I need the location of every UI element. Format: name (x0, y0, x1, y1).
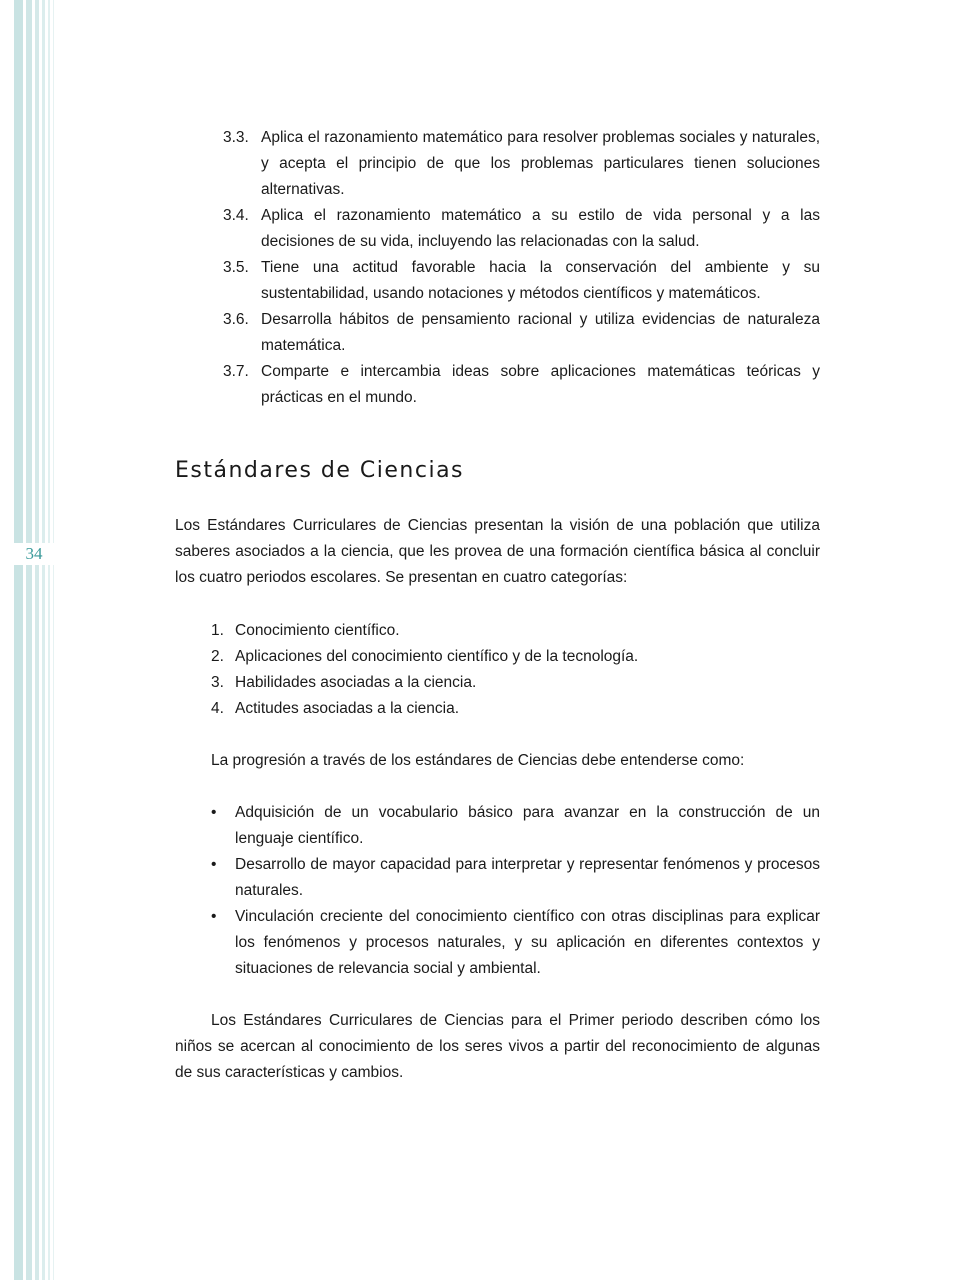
item-text: Desarrolla hábitos de pensamiento racional y utiliza evidencias de naturaleza matemática. (261, 311, 820, 354)
bullet-icon: • (211, 856, 217, 873)
list-item (223, 125, 820, 203)
list-item (211, 670, 820, 696)
item-number: 3.5. (223, 259, 249, 276)
lead-paragraph: La progresión a través de los estándares de Ciencias debe entenderse como: (211, 752, 745, 769)
item-text: Aplica el razonamiento matemático a su estilo de vida personal y a las decisiones de su vida, incluyendo las relacionadas con la salud. (261, 207, 820, 250)
margin-stripes (0, 0, 60, 1280)
item-number: 4. (211, 700, 224, 717)
item-text: Comparte e intercambia ideas sobre aplicaciones matemáticas teóricas y prácticas en el mundo. (261, 363, 820, 406)
item-text: Desarrollo de mayor capacidad para interpretar y representar fenómenos y procesos naturales. (235, 856, 820, 899)
list-item (211, 904, 820, 982)
list-item (211, 800, 820, 852)
list-item (211, 696, 820, 722)
item-number: 2. (211, 648, 224, 665)
sub-item-list (175, 125, 820, 411)
item-number: 3.7. (223, 363, 249, 380)
section-title: Estándares de Ciencias (175, 458, 465, 483)
progression-list (211, 800, 820, 982)
list-item (223, 255, 820, 307)
item-number: 3.6. (223, 311, 249, 328)
item-text: Aplicaciones del conocimiento científico y de la tecnología. (235, 648, 639, 665)
bullet-icon: • (211, 908, 217, 925)
page-content (175, 125, 820, 1081)
closing-paragraph: Los Estándares Curriculares de Ciencias para el Primer periodo describen cómo los niños se acercan al conocimiento de los seres vivos a partir del reconocimiento de algunas de sus características y cambios. (175, 1012, 820, 1081)
list-item (211, 644, 820, 670)
list-item (211, 852, 820, 904)
list-item (223, 203, 820, 255)
item-text: Conocimiento científico. (235, 622, 400, 639)
item-text: Tiene una actitud favorable hacia la conservación del ambiente y su sustentabilidad, usando notaciones y métodos científicos y matemáticos. (261, 259, 820, 302)
item-number: 3.4. (223, 207, 249, 224)
bullet-icon: • (211, 804, 217, 821)
list-item (223, 359, 820, 411)
item-number: 3. (211, 674, 224, 691)
category-list (211, 618, 820, 722)
item-text: Actitudes asociadas a la ciencia. (235, 700, 460, 717)
item-text: Vinculación creciente del conocimiento científico con otras disciplinas para explicar los fenómenos y procesos naturales, y su aplicación en diferentes contextos y situaciones de relevancia social y ambiental. (235, 908, 820, 977)
item-text: Habilidades asociadas a la ciencia. (235, 674, 477, 691)
list-item (223, 307, 820, 359)
intro-paragraph: Los Estándares Curriculares de Ciencias presentan la visión de una población que utiliza saberes asociados a la ciencia, que les provea de una formación científica básica al concluir los cuatro periodos escolares. Se presentan en cuatro categorías: (175, 517, 820, 586)
page-number: 34 (14, 543, 54, 565)
item-number: 1. (211, 622, 224, 639)
item-text: Adquisición de un vocabulario básico para avanzar en la construcción de un lenguaje científico. (235, 804, 820, 847)
item-text: Aplica el razonamiento matemático para resolver problemas sociales y naturales, y acepta el principio de que los problemas particulares tienen soluciones alternativas. (261, 129, 820, 198)
list-item (211, 618, 820, 644)
item-number: 3.3. (223, 129, 249, 146)
